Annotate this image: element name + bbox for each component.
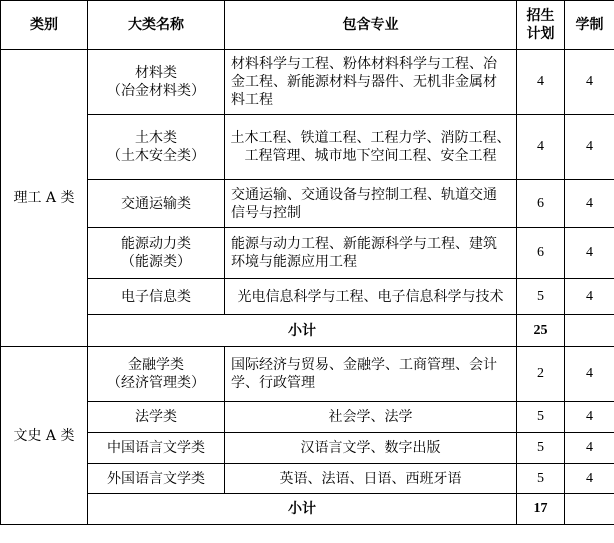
years-cell: 4 xyxy=(565,228,614,279)
table-row xyxy=(1,347,614,402)
header-years: 学制 xyxy=(565,1,614,50)
major-class-sub: （冶金材料类） xyxy=(107,83,205,99)
major-class-name: 中国语言文学类 xyxy=(107,440,205,456)
majors-cell: 光电信息科学与工程、电子信息科学与技术 xyxy=(225,279,517,315)
header-category: 类别 xyxy=(1,1,88,50)
major-class-name: 法学类 xyxy=(135,409,177,425)
major-class-sub: （能源类） xyxy=(121,254,191,270)
table-row xyxy=(1,115,614,180)
major-class-cell xyxy=(88,402,225,433)
major-class-cell xyxy=(88,50,225,115)
majors-cell: 社会学、法学 xyxy=(225,402,517,433)
plan-cell: 5 xyxy=(517,433,565,464)
subtotal-value: 17 xyxy=(517,494,565,525)
years-cell: 4 xyxy=(565,50,614,115)
major-class-sub: （土木安全类） xyxy=(107,148,205,164)
subtotal-label: 小计 xyxy=(88,494,517,525)
table-row xyxy=(1,180,614,228)
major-class-sub: （经济管理类） xyxy=(107,375,205,391)
major-class-name: 外国语言文学类 xyxy=(107,470,205,487)
years-cell: 4 xyxy=(565,464,614,494)
years-cell: 4 xyxy=(565,433,614,464)
plan-cell: 2 xyxy=(517,347,565,402)
years-cell: 4 xyxy=(565,402,614,433)
table-row xyxy=(1,433,614,464)
majors-cell: 土木工程、铁道工程、工程力学、消防工程、工程管理、城市地下空间工程、安全工程 xyxy=(225,115,517,180)
subtotal-label: 小计 xyxy=(88,315,517,347)
major-class-name: 金融学类 xyxy=(128,357,184,373)
major-class-cell xyxy=(88,115,225,180)
major-class-name: 电子信息类 xyxy=(121,288,191,305)
table-row xyxy=(1,402,614,433)
plan-cell: 4 xyxy=(517,115,565,180)
header-row xyxy=(1,1,614,50)
plan-cell: 4 xyxy=(517,50,565,115)
header-plan-line1: 招生 xyxy=(526,8,555,24)
subtotal-value: 25 xyxy=(517,315,565,347)
years-cell: 4 xyxy=(565,347,614,402)
majors-cell: 交通运输、交通设备与控制工程、轨道交通信号与控制 xyxy=(225,180,517,228)
majors-cell: 能源与动力工程、新能源科学与工程、建筑环境与能源应用工程 xyxy=(225,228,517,279)
major-class-name: 交通运输类 xyxy=(121,195,191,212)
header-majors: 包含专业 xyxy=(225,1,517,50)
subtotal-empty xyxy=(565,315,614,347)
major-class-cell xyxy=(88,279,225,315)
header-plan-line2: 计划 xyxy=(526,26,555,42)
plan-cell: 5 xyxy=(517,279,565,315)
major-class-cell xyxy=(88,228,225,279)
plan-cell: 5 xyxy=(517,402,565,433)
plan-cell: 6 xyxy=(517,228,565,279)
subtotal-empty xyxy=(565,494,614,525)
years-cell: 4 xyxy=(565,279,614,315)
majors-cell: 英语、法语、日语、西班牙语 xyxy=(225,464,517,494)
subtotal-row xyxy=(1,494,614,525)
plan-cell: 6 xyxy=(517,180,565,228)
table-row xyxy=(1,50,614,115)
years-cell: 4 xyxy=(565,180,614,228)
header-major-class: 大类名称 xyxy=(88,1,225,50)
majors-cell: 国际经济与贸易、金融学、工商管理、会计学、行政管理 xyxy=(225,347,517,402)
subtotal-row xyxy=(1,315,614,347)
major-class-cell xyxy=(88,464,225,494)
major-class-name: 能源动力类 xyxy=(121,236,191,252)
majors-cell: 汉语言文学、数字出版 xyxy=(225,433,517,464)
major-class-cell xyxy=(88,433,225,464)
category-cell: 理工 A 类 xyxy=(1,50,88,347)
years-cell: 4 xyxy=(565,115,614,180)
major-class-name: 土木类 xyxy=(135,130,177,146)
category-cell: 文史 A 类 xyxy=(1,347,88,525)
major-class-cell xyxy=(88,347,225,402)
table-row xyxy=(1,279,614,315)
major-class-name: 材料类 xyxy=(135,65,177,81)
plan-cell: 5 xyxy=(517,464,565,494)
major-class-cell xyxy=(88,180,225,228)
table-row xyxy=(1,228,614,279)
header-plan xyxy=(517,1,565,50)
majors-cell: 材料科学与工程、粉体材料科学与工程、冶金工程、新能源材料与器件、无机非金属材料工程 xyxy=(225,50,517,115)
table-row xyxy=(1,464,614,494)
